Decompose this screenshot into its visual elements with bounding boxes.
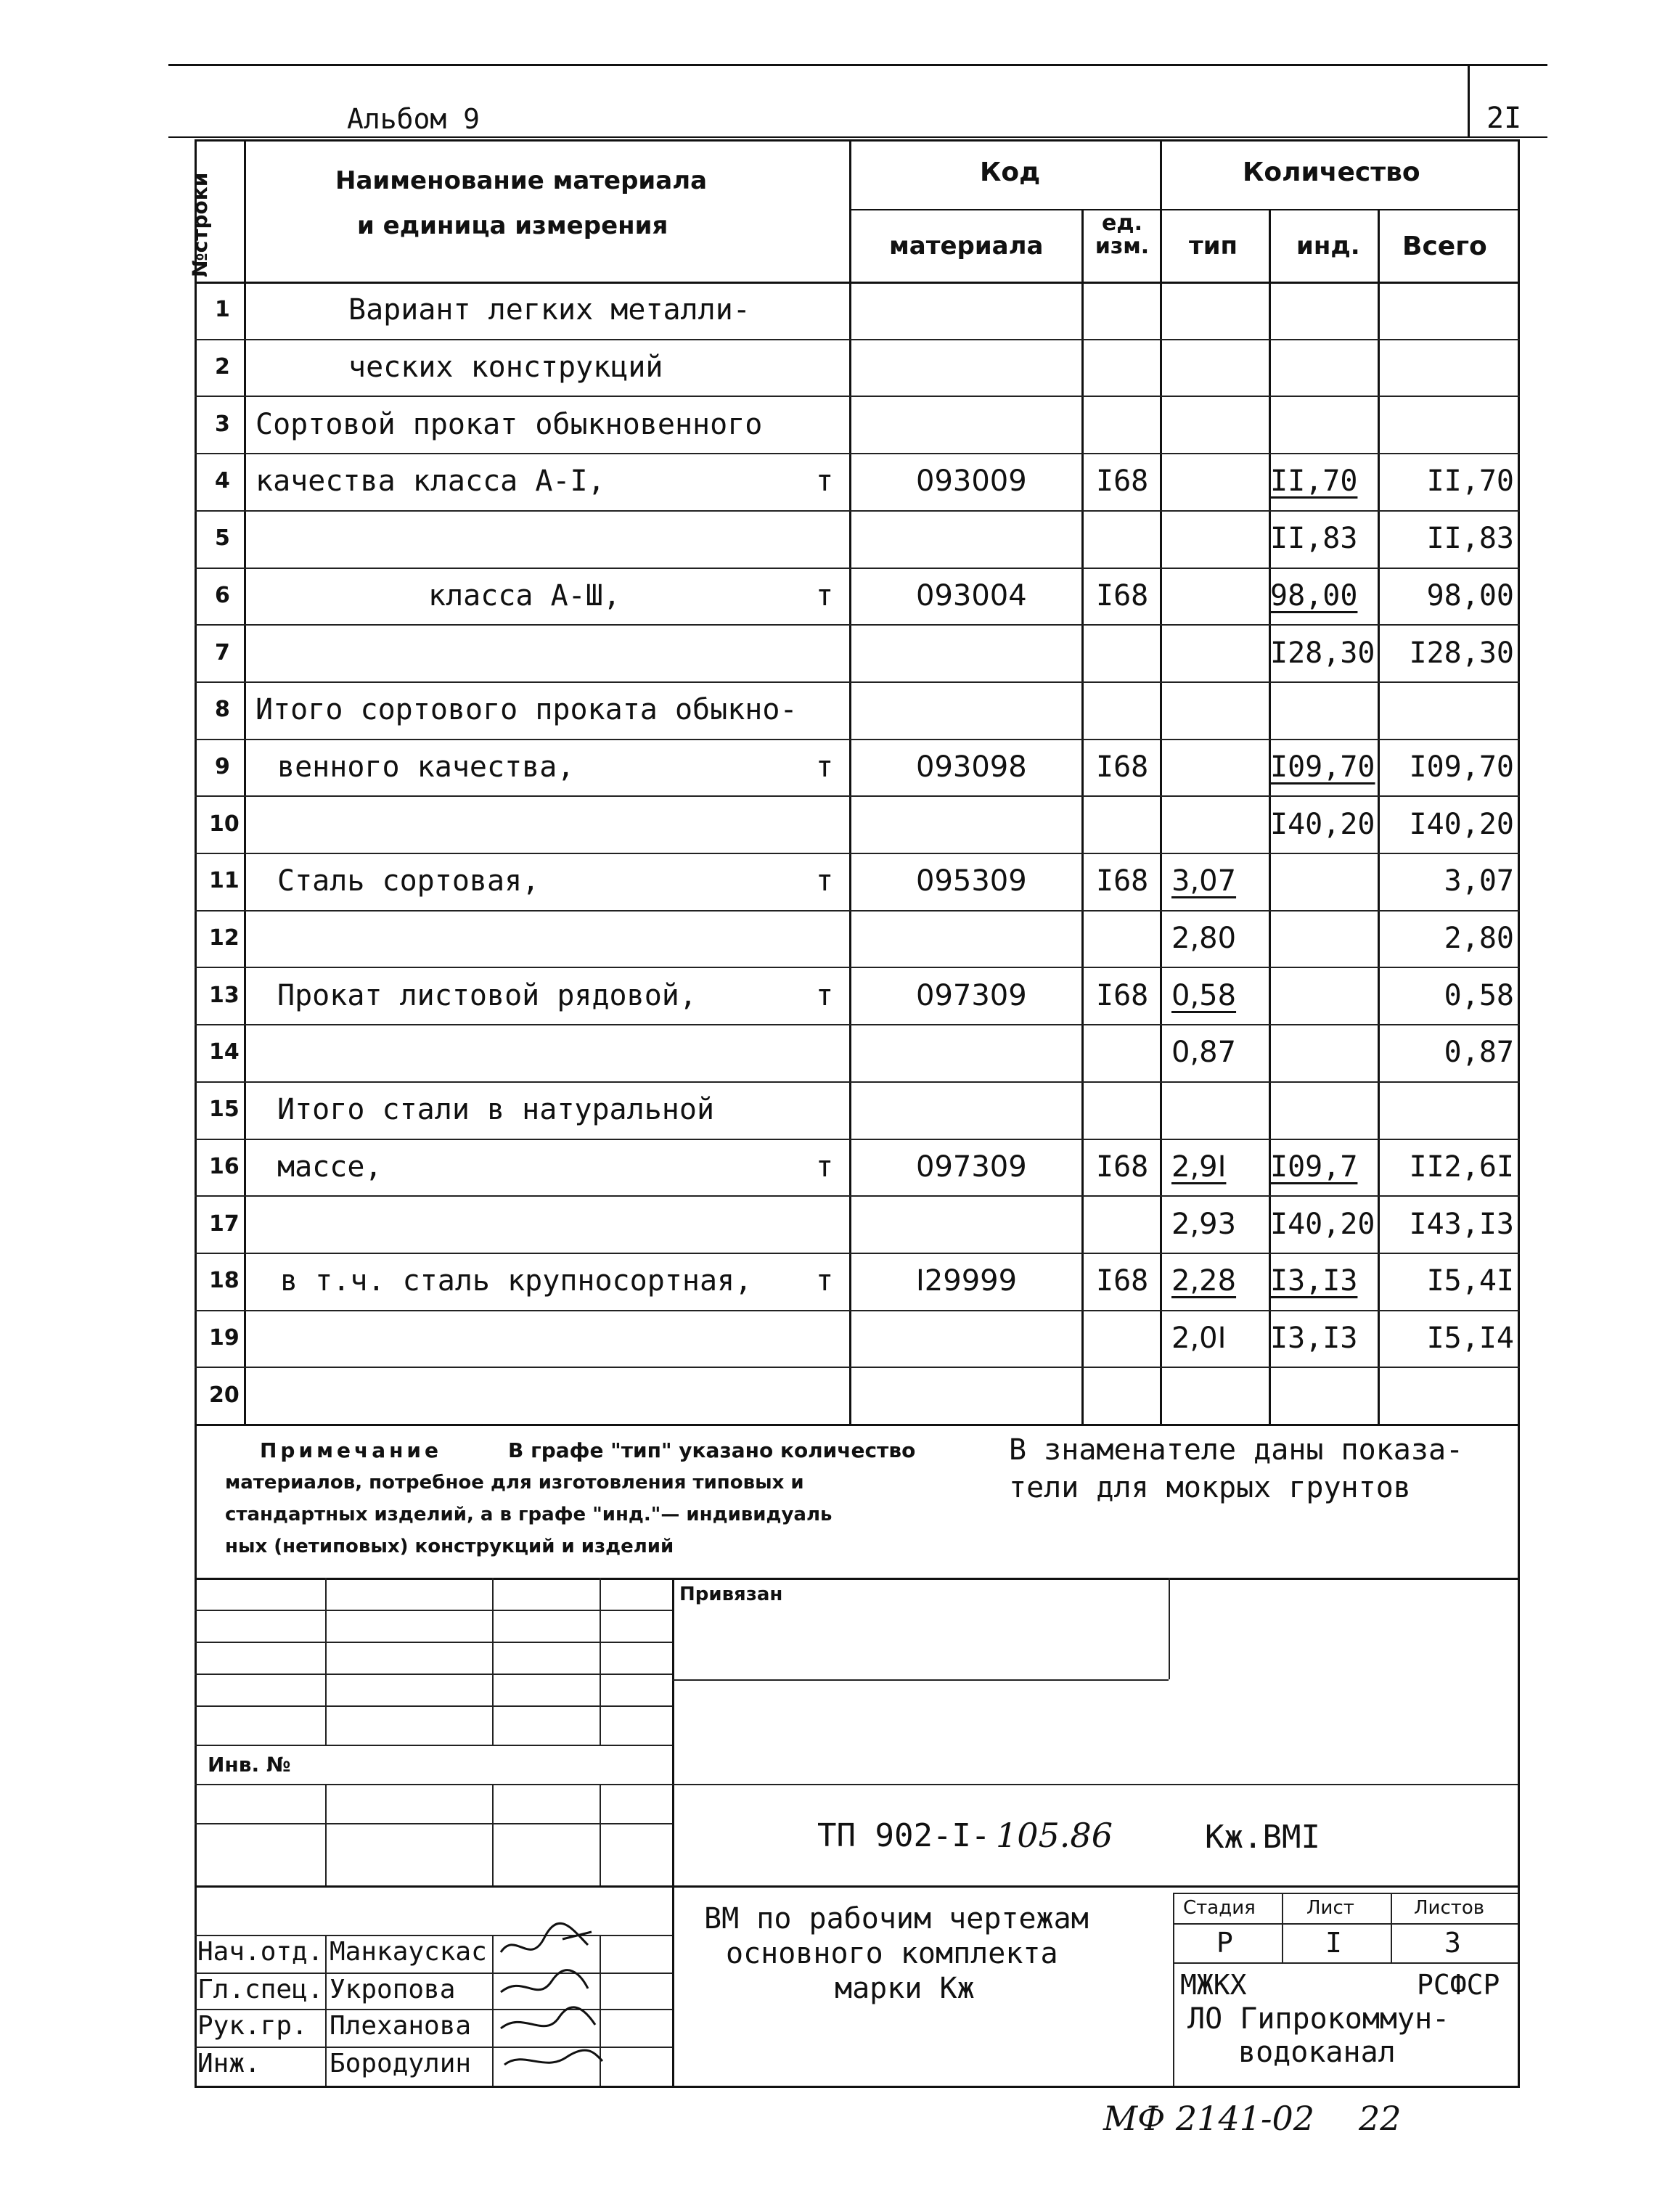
- stage-label: Стадия: [1183, 1897, 1256, 1919]
- note-right-line1: В знаменателе даны показа-: [1009, 1433, 1464, 1467]
- note-line4: ных (нетиповых) конструкций и изделий: [225, 1536, 674, 1557]
- row-number: 11: [209, 868, 240, 893]
- row-number: 8: [215, 697, 230, 722]
- unit-code: I68: [1096, 1150, 1149, 1184]
- qty-ind: I3,I3: [1270, 1322, 1358, 1355]
- unit-label: т: [816, 1150, 834, 1184]
- row-number: 15: [209, 1097, 240, 1122]
- row-number: 20: [209, 1382, 240, 1408]
- qty-total: 3,07: [1444, 867, 1514, 896]
- unit-label: т: [816, 579, 834, 613]
- qty-type: 2,28: [1171, 1264, 1237, 1298]
- row-number: 10: [209, 811, 240, 837]
- page-number-divider: [1468, 64, 1470, 136]
- qty-total: I5,4I: [1426, 1266, 1514, 1295]
- inventory-number-label: Инв. №: [208, 1753, 291, 1777]
- note-right-line2: тели для мокрых грунтов: [1009, 1471, 1411, 1504]
- qty-total: 0,58: [1444, 981, 1514, 1010]
- row-number: 16: [209, 1154, 240, 1179]
- qty-type: 2,9I: [1171, 1150, 1227, 1184]
- material-name: Сортовой прокат обыкновенного: [255, 408, 763, 441]
- qty-ind: II,70: [1270, 464, 1358, 498]
- unit-label: т: [816, 464, 834, 498]
- unit-code: I68: [1096, 750, 1149, 784]
- material-name: ческих конструкций: [348, 351, 663, 384]
- qty-total: 98,00: [1426, 581, 1514, 610]
- unit-code: I68: [1096, 579, 1149, 613]
- footer-number: 22: [1359, 2099, 1402, 2138]
- material-name: Итого стали в натуральной: [277, 1093, 715, 1126]
- col-header-quantity: Количество: [1243, 157, 1420, 187]
- privyazan-label: Привязан: [679, 1584, 783, 1605]
- row-number: 2: [215, 354, 230, 380]
- col-header-code-material: материала: [889, 232, 1044, 261]
- qty-total: I40,20: [1409, 810, 1514, 839]
- material-name: Сталь сортовая,: [277, 864, 540, 898]
- signature-name: Бородулин: [330, 2049, 472, 2078]
- row-divider: [195, 681, 1520, 683]
- org-republic: РСФСР: [1417, 1969, 1500, 2001]
- qty-type: 0,87: [1171, 1036, 1237, 1069]
- unit-code: I68: [1096, 1264, 1149, 1298]
- org-line3: водоканал: [1238, 2036, 1396, 2069]
- material-code: 093004: [916, 579, 1027, 613]
- row-number: 13: [209, 983, 240, 1008]
- qty-type: 2,0I: [1171, 1322, 1227, 1355]
- signature-role: Инж.: [197, 2049, 261, 2078]
- unit-label: т: [816, 1264, 834, 1298]
- qty-total: I43,I3: [1409, 1210, 1514, 1239]
- signature-role: Нач.отд.: [197, 1937, 324, 1967]
- org-line2: ЛО Гипрокоммун-: [1187, 2002, 1450, 2036]
- material-name: Итого сортового проката обыкно-: [255, 693, 798, 726]
- col-header-qty-ind: инд.: [1296, 232, 1360, 261]
- signature-role: Рук.гр.: [197, 2011, 308, 2041]
- qty-ind: I28,30: [1270, 636, 1375, 670]
- col-header-name-line2: и единица измерения: [357, 211, 668, 240]
- material-code: 097309: [916, 1150, 1027, 1184]
- row-number: 6: [215, 583, 230, 608]
- col-header-qty-type: тип: [1189, 232, 1238, 261]
- row-divider: [195, 795, 1520, 797]
- row-divider: [195, 339, 1520, 340]
- row-divider: [195, 1195, 1520, 1197]
- col-header-rownum: №строки: [188, 172, 212, 277]
- doc-mark: Кж.ВМI: [1205, 1819, 1320, 1856]
- stage-value: Р: [1216, 1927, 1233, 1959]
- unit-code: I68: [1096, 864, 1149, 898]
- material-name: класса А-Ш,: [428, 579, 621, 613]
- qty-ind: I40,20: [1270, 808, 1375, 841]
- signature-name: Плеханова: [330, 2011, 472, 2041]
- row-number: 9: [215, 754, 230, 779]
- row-divider: [195, 1253, 1520, 1254]
- qty-ind: II,83: [1270, 522, 1358, 555]
- material-code: 093098: [916, 750, 1027, 784]
- row-divider: [195, 1024, 1520, 1025]
- row-divider: [195, 967, 1520, 968]
- qty-ind: 98,00: [1270, 579, 1358, 613]
- row-divider: [195, 396, 1520, 397]
- note-heading: Примечание: [260, 1438, 443, 1462]
- row-divider: [195, 1367, 1520, 1368]
- material-code: 093009: [916, 464, 1027, 498]
- row-number: 4: [215, 468, 230, 493]
- org-ministry: МЖКХ: [1180, 1969, 1247, 2001]
- qty-total: 0,87: [1444, 1038, 1514, 1067]
- row-divider: [195, 739, 1520, 740]
- unit-code: I68: [1096, 464, 1149, 498]
- qty-type: 0,58: [1171, 979, 1237, 1012]
- qty-total: II2,6I: [1409, 1152, 1514, 1181]
- row-number: 17: [209, 1211, 240, 1237]
- qty-total: I5,I4: [1426, 1324, 1514, 1353]
- qty-total: I28,30: [1409, 639, 1514, 668]
- col-header-name-line1: Наименование материала: [335, 166, 708, 195]
- sheet-value: I: [1325, 1927, 1342, 1959]
- header-bottom-rule: [168, 136, 1547, 138]
- qty-ind: I3,I3: [1270, 1264, 1358, 1298]
- material-name: качества класса А-I,: [255, 464, 605, 498]
- qty-total: II,83: [1426, 524, 1514, 553]
- row-divider: [195, 568, 1520, 569]
- qty-ind: I40,20: [1270, 1208, 1375, 1241]
- row-divider: [195, 1310, 1520, 1311]
- row-divider: [195, 1081, 1520, 1083]
- row-number: 3: [215, 411, 230, 437]
- qty-total: II,70: [1426, 467, 1514, 496]
- row-number: 12: [209, 925, 240, 951]
- row-divider: [195, 624, 1520, 626]
- row-number: 19: [209, 1325, 240, 1351]
- qty-ind: I09,70: [1270, 750, 1375, 784]
- doc-code-left: ТП 902-I-: [817, 1817, 991, 1854]
- sheets-value: 3: [1444, 1927, 1461, 1959]
- album-label: Альбом 9: [347, 103, 480, 135]
- note-line1: В графе "тип" указано количество: [508, 1438, 916, 1462]
- row-number: 1: [215, 297, 230, 322]
- title-line3: марки Кж: [835, 1972, 975, 2005]
- qty-type: 2,93: [1171, 1208, 1237, 1241]
- row-divider: [195, 453, 1520, 454]
- row-divider: [195, 1139, 1520, 1140]
- row-number: 14: [209, 1039, 240, 1065]
- row-divider: [195, 910, 1520, 912]
- unit-label: т: [816, 750, 834, 784]
- row-number: 18: [209, 1268, 240, 1293]
- note-line2: материалов, потребное для изготовления типовых и: [225, 1472, 804, 1494]
- qty-total: I09,70: [1409, 753, 1514, 782]
- signature-name: Манкаускас: [330, 1937, 487, 1967]
- signature-role: Гл.спец.: [197, 1975, 324, 2004]
- material-name: массе,: [277, 1150, 383, 1184]
- qty-type: 3,07: [1171, 864, 1237, 898]
- page-number: 2I: [1486, 102, 1522, 135]
- material-name: Вариант легких металли-: [348, 293, 750, 327]
- sheet-label: Лист: [1306, 1897, 1354, 1919]
- doc-code-handwritten: 105.86: [996, 1816, 1113, 1855]
- unit-label: т: [816, 979, 834, 1012]
- material-name: в т.ч. сталь крупносортная,: [280, 1264, 753, 1298]
- title-line1: ВМ по рабочим чертежам: [704, 1902, 1089, 1936]
- qty-total: 2,80: [1444, 924, 1514, 953]
- col-header-unit: ед. изм.: [1095, 210, 1150, 259]
- title-line2: основного комплекта: [726, 1937, 1058, 1970]
- note-line3: стандартных изделий, а в графе "инд."— индивидуаль: [225, 1504, 833, 1525]
- top-rule: [168, 64, 1547, 66]
- material-code: 095309: [916, 864, 1027, 898]
- signatures-graphic: [494, 1887, 668, 2090]
- material-code: 097309: [916, 979, 1027, 1012]
- sheets-label: Листов: [1414, 1897, 1485, 1919]
- row-number: 5: [215, 525, 230, 551]
- unit-label: т: [816, 864, 834, 898]
- qty-ind: I09,7: [1270, 1150, 1358, 1184]
- qty-type: 2,80: [1171, 922, 1237, 955]
- unit-code: I68: [1096, 979, 1149, 1012]
- material-name: Прокат листовой рядовой,: [277, 979, 697, 1012]
- material-code: I29999: [916, 1264, 1018, 1298]
- footer-handwritten-code: МФ 2141-02: [1103, 2099, 1315, 2138]
- row-number: 7: [215, 640, 230, 665]
- col-header-qty-total: Всего: [1402, 232, 1487, 261]
- material-name: венного качества,: [277, 750, 575, 784]
- signature-name: Укропова: [330, 1975, 456, 2004]
- row-divider: [195, 853, 1520, 854]
- col-header-code: Код: [980, 157, 1041, 187]
- row-divider: [195, 510, 1520, 512]
